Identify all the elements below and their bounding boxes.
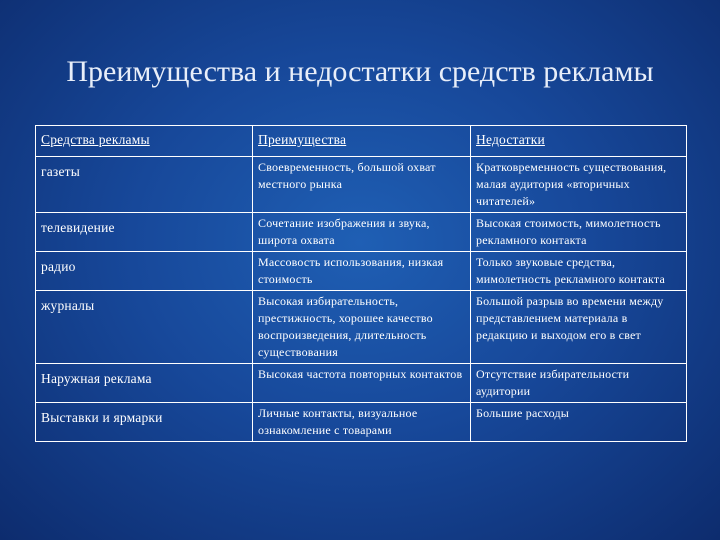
cell-advantages: Своевременность, большой охват местного рынка xyxy=(253,157,471,213)
table-row xyxy=(36,252,687,291)
cell-disadvantages: Отсутствие избирательности аудитории xyxy=(471,364,687,403)
table-row xyxy=(36,403,687,442)
cell-medium: газеты xyxy=(36,157,253,213)
table-row xyxy=(36,213,687,252)
cell-disadvantages: Большие расходы xyxy=(471,403,687,442)
cell-advantages: Высокая частота повторных контактов xyxy=(253,364,471,403)
header-media: Средства рекламы xyxy=(36,126,253,157)
table-row xyxy=(36,291,687,364)
cell-advantages: Массовость использования, низкая стоимость xyxy=(253,252,471,291)
cell-medium: Выставки и ярмарки xyxy=(36,403,253,442)
slide-title: Преимущества и недостатки средств рекламы xyxy=(66,55,654,88)
cell-advantages: Высокая избирательность, престижность, хорошее качество воспроизведения, длительность существования xyxy=(253,291,471,364)
cell-medium: телевидение xyxy=(36,213,253,252)
cell-advantages: Сочетание изображения и звука, широта охвата xyxy=(253,213,471,252)
cell-advantages: Личные контакты, визуальное ознакомление с товарами xyxy=(253,403,471,442)
header-disadvantages: Недостатки xyxy=(471,126,687,157)
advertising-comparison-table xyxy=(35,125,687,442)
table-row xyxy=(36,157,687,213)
cell-disadvantages: Большой разрыв во времени между представлением материала в редакцию и выходом его в свет xyxy=(471,291,687,364)
cell-medium: Наружная реклама xyxy=(36,364,253,403)
cell-disadvantages: Кратковременность существования, малая аудитория «вторичных читателей» xyxy=(471,157,687,213)
cell-medium: журналы xyxy=(36,291,253,364)
cell-disadvantages: Высокая стоимость, мимолетность рекламного контакта xyxy=(471,213,687,252)
table-header-row xyxy=(36,126,687,157)
table-row xyxy=(36,364,687,403)
cell-medium: радио xyxy=(36,252,253,291)
header-advantages: Преимущества xyxy=(253,126,471,157)
cell-disadvantages: Только звуковые средства, мимолетность рекламного контакта xyxy=(471,252,687,291)
